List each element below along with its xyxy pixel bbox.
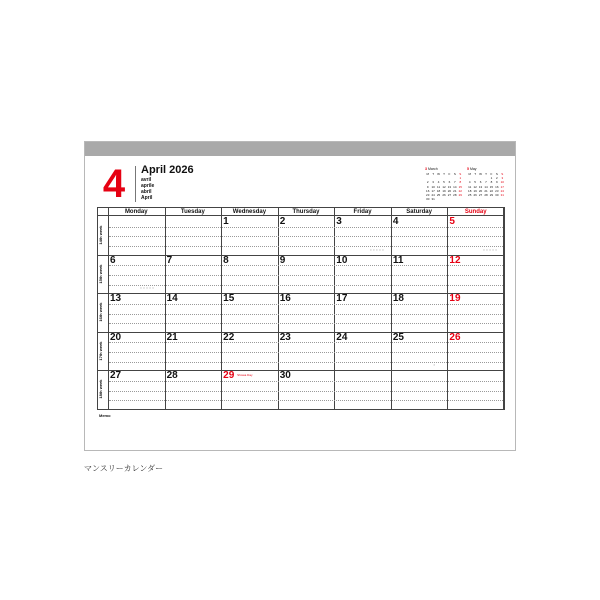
date-17: 17 [336,293,348,305]
week-label: 16th week [98,302,103,323]
weekday-header-monday: Monday [108,208,165,216]
mini-weekday: S [501,172,504,176]
mini-day: 21 [484,188,488,193]
date-6: 6 [110,254,116,266]
mini-day: 25 [436,193,441,198]
mini-weekday: T [443,172,445,176]
weekday-header-wednesday: Wednesday [221,208,278,216]
date-13: 13 [110,293,122,305]
date-1: 1 [223,216,229,227]
planner-page [84,141,516,451]
date-10: 10 [336,254,348,266]
column-divider [221,208,222,409]
mini-day: 26 [442,193,446,198]
mini-may-grid [467,172,505,197]
mini-day: 31 [500,193,504,198]
mini-day: 7 [454,180,456,185]
mini-day: 6 [479,180,482,185]
mini-weekday: S [459,172,462,176]
writing-line [109,323,503,324]
date-24: 24 [336,331,348,343]
date-2: 2 [279,216,286,227]
moon-phase-marks: ○ ○ ○ ○ ○ [369,247,385,252]
column-divider [278,208,279,409]
weekday-header-saturday: Saturday [391,208,448,216]
mini-day: 19 [473,188,477,193]
weekday-header-thursday: Thursday [278,208,335,216]
mini-day: 29 [489,193,494,198]
week-divider [98,332,504,333]
column-divider [108,208,109,409]
date-18: 18 [392,293,404,305]
mini-day: 5 [443,180,445,185]
mini-weekday: T [474,172,477,176]
mini-day: 22 [489,188,494,193]
mini-day: 12 [442,184,446,189]
mini-day: 14 [484,184,488,189]
mini-weekday: S [495,172,498,176]
writing-line [109,362,503,363]
writing-line [109,400,503,401]
mini-day: 29 [458,193,462,198]
mini-day: 4 [468,180,471,185]
mini-day: 15 [489,184,494,189]
writing-line [109,227,503,228]
weekday-header-tuesday: Tuesday [165,208,222,216]
moon-phase-marks: ○ [433,363,436,368]
mini-weekday: S [453,172,456,176]
month-name-fr: avril [141,177,152,183]
mini-day [458,197,463,201]
column-divider [334,208,335,409]
mini-weekday: W [437,172,440,176]
date-29: 29 [223,370,235,382]
mini-day: 9 [426,184,429,189]
weekday-header-friday: Friday [334,208,391,216]
month-name-es: abril [141,189,152,195]
date-5: 5 [449,216,455,227]
mini-day: 10 [431,184,435,189]
holiday-note: Showa Day [237,373,253,378]
date-16: 16 [279,293,291,305]
week-label: 14th week [98,225,103,245]
mini-day: 23 [426,193,430,198]
mini-day: 21 [453,188,457,193]
writing-line [109,285,503,286]
mini-day: 28 [453,193,457,198]
mini-weekday: F [448,172,451,176]
mini-day: 19 [442,188,446,193]
mini-day: 23 [495,188,499,193]
mini-day: 30 [426,197,430,202]
date-9: 9 [279,254,286,266]
mini-weekday: F [490,172,493,176]
mini-calendar-march [425,167,463,201]
mini-day: 2 [496,176,498,181]
mini-day: 22 [458,188,462,193]
mini-day: 24 [500,188,504,193]
mini-day: 8 [459,180,462,185]
mini-day: 26 [473,193,477,198]
memo-label: Memo [99,413,111,418]
mini-day: 10 [500,180,504,185]
mini-day: 13 [447,184,452,189]
date-14: 14 [166,293,178,305]
month-number: 4 [102,162,126,206]
mini-day: 14 [453,184,457,189]
mini-day: 27 [447,193,452,198]
date-12: 12 [449,254,461,266]
mini-day: 16 [495,184,499,189]
week-label: 17th week [98,341,103,361]
mini-day: 6 [448,180,451,185]
mini-day: 28 [484,193,488,198]
mini-day: 13 [478,184,483,189]
mini-day: 12 [473,184,477,189]
writing-line [109,314,503,315]
month-grid [97,208,505,410]
column-divider [391,208,392,409]
mini-day: 25 [468,193,472,198]
mini-weekday: W [479,172,482,176]
date-25: 25 [392,331,404,343]
column-divider [503,208,504,409]
week-divider [98,293,504,294]
mini-day: 5 [474,180,476,185]
date-4: 4 [392,216,399,227]
mini-day: 17 [431,188,435,193]
writing-line [109,275,503,276]
mini-day: 18 [468,188,472,193]
mini-day: 30 [495,193,499,198]
mini-day: 7 [485,180,487,185]
mini-day: 1 [459,176,462,181]
moon-phase-marks: ○ ○ ○ ○ ○ [140,286,155,291]
image-caption: マンスリーカレンダー [84,464,164,473]
writing-line [109,246,503,247]
mini-day: 31 [431,197,435,202]
date-11: 11 [392,254,404,266]
header-divider [135,166,136,202]
writing-line [109,391,503,392]
mini-day: 15 [458,184,462,189]
mini-day: 27 [478,193,483,198]
mini-day: 17 [500,184,504,189]
month-header [97,164,505,206]
date-21: 21 [166,331,178,343]
mini-day: 8 [490,180,493,185]
mini-may-title: 5 May [467,167,477,171]
week-divider [98,255,504,256]
binding-bar [85,142,515,156]
weekday-header-sunday: Sunday [447,208,504,216]
mini-day: 9 [496,180,498,185]
mini-day: 18 [436,188,441,193]
mini-day: 11 [468,184,472,189]
week-label: 15th week [98,264,103,284]
mini-day: 2 [426,180,429,185]
date-8: 8 [223,254,229,266]
date-22: 22 [223,331,235,343]
date-7: 7 [166,254,173,266]
mini-day: 24 [431,193,435,198]
mini-day: 16 [426,188,430,193]
mini-day: 11 [437,184,441,189]
date-28: 28 [166,370,178,382]
date-30: 30 [279,370,291,382]
mini-weekday: T [485,172,487,176]
month-name-it: aprile [141,183,155,189]
mini-weekday: M [468,172,471,176]
weekday-header-spacer [98,208,108,216]
mini-day: 1 [490,176,493,181]
writing-line [109,352,503,353]
mini-weekday: M [426,172,429,176]
date-23: 23 [279,331,291,343]
date-27: 27 [110,370,122,382]
date-26: 26 [449,331,461,343]
mini-day: 4 [437,180,440,185]
mini-day: 20 [447,188,452,193]
column-divider [447,208,448,409]
date-15: 15 [223,293,235,305]
writing-line [109,236,503,237]
date-3: 3 [336,216,342,227]
mini-weekday: T [432,172,435,176]
month-name-de: April [141,195,153,201]
mini-day: 20 [478,188,483,193]
moon-phase-marks: ○ ○ ○ ○ ○ [483,247,498,252]
date-20: 20 [110,331,122,343]
mini-calendar-may [467,167,505,201]
column-divider [165,208,166,409]
date-19: 19 [449,293,461,305]
mini-day: 3 [432,180,434,185]
week-divider [98,370,504,371]
month-title: April 2026 [141,164,194,176]
mini-day: 3 [501,176,504,181]
mini-march-grid [425,172,463,201]
week-label: 18th week [98,380,103,400]
mini-march-title: 3 March [425,167,438,171]
